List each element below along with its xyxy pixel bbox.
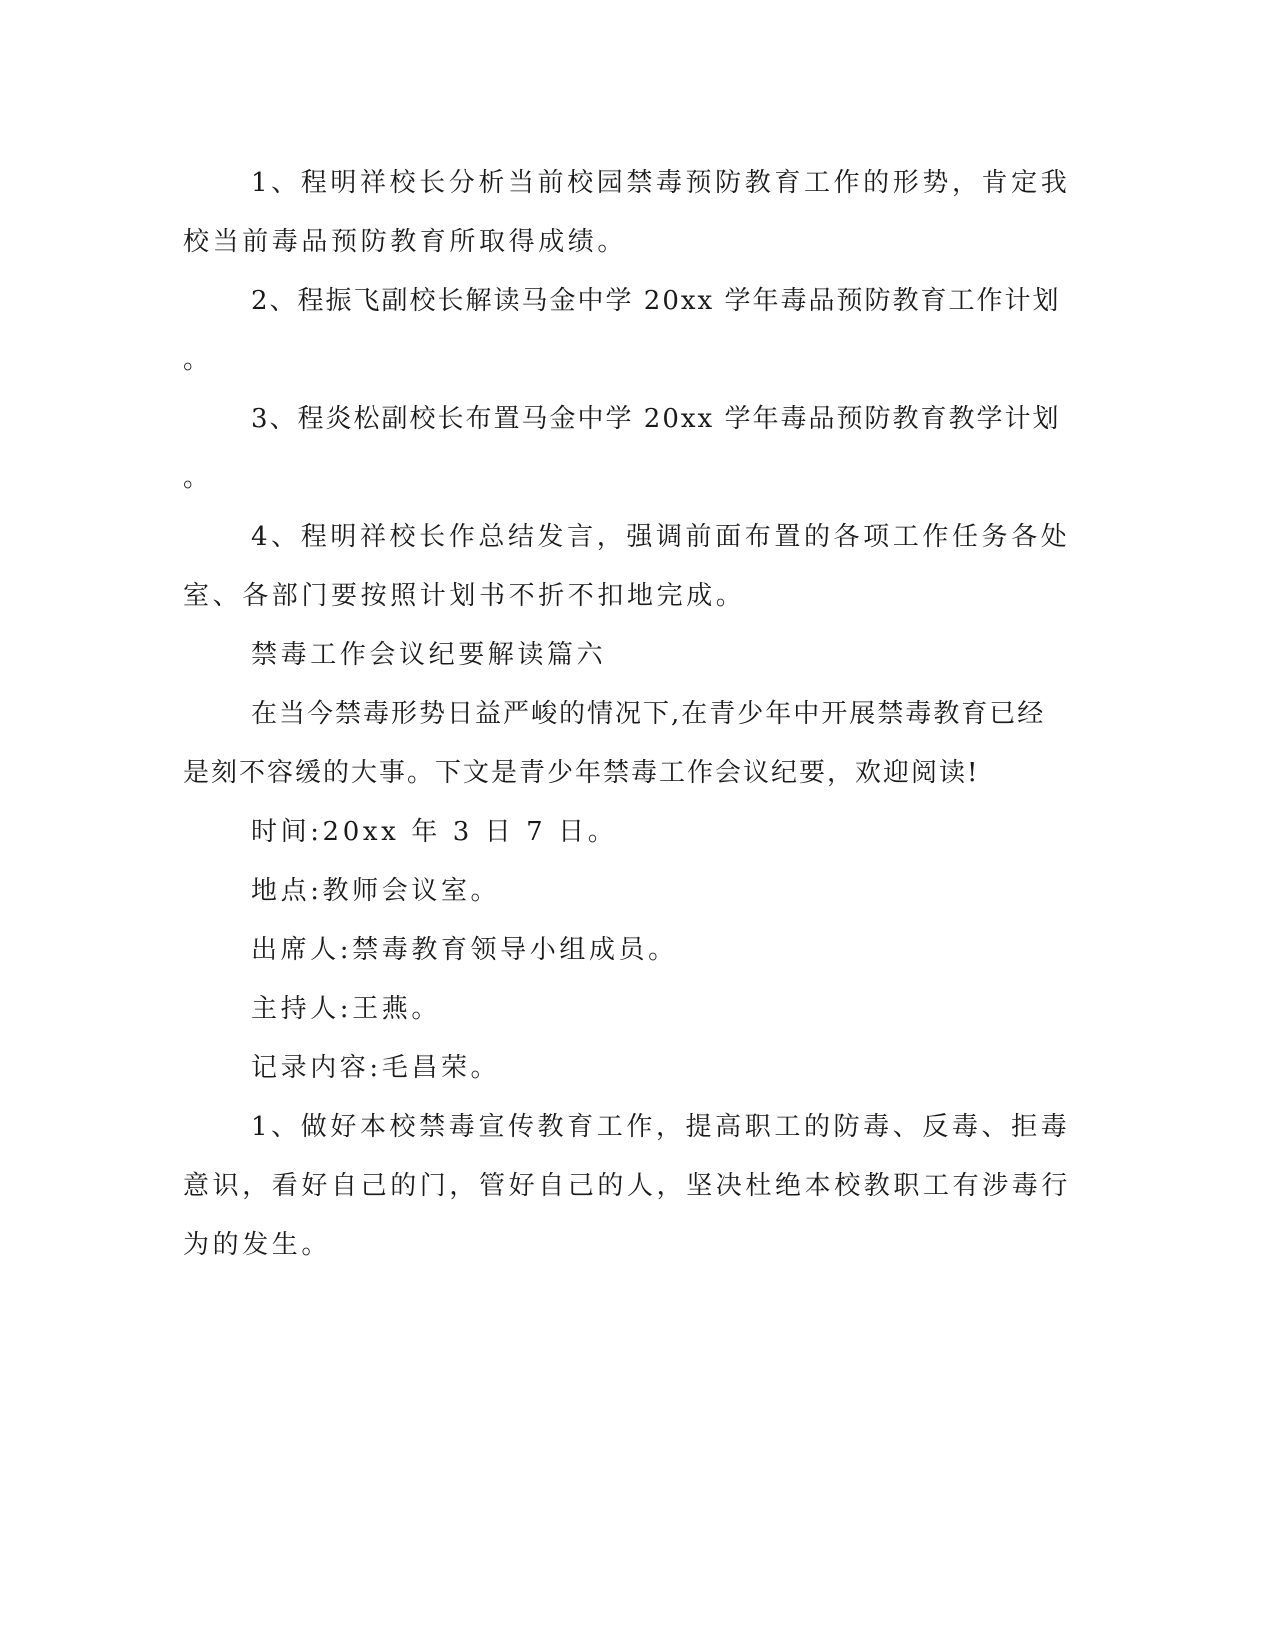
meeting-recorder: 记录内容:毛昌荣。	[251, 1053, 501, 1083]
paragraph-line: 校当前毒品预防教育所取得成绩。	[183, 227, 628, 257]
paragraph-line: 1、做好本校禁毒宣传教育工作，提高职工的防毒、反毒、拒毒	[251, 1112, 1071, 1142]
meeting-host: 主持人:王燕。	[251, 994, 441, 1024]
paragraph-line: 3、程炎松副校长布置马金中学 20xx 学年毒品预防教育教学计划	[251, 404, 1061, 434]
meeting-time: 时间:20xx 年 3 日 7 日。	[251, 817, 618, 847]
paragraph-line: 意识，看好自己的门，管好自己的人，坚决杜绝本校教职工有涉毒行	[183, 1171, 1072, 1201]
paragraph-line: 。	[183, 345, 213, 375]
paragraph-line: 是刻不容缓的大事。下文是青少年禁毒工作会议纪要，欢迎阅读!	[183, 758, 980, 788]
section-heading: 禁毒工作会议纪要解读篇六	[251, 640, 607, 670]
paragraph-line: 4、程明祥校长作总结发言，强调前面布置的各项工作任务各处	[251, 522, 1071, 552]
paragraph-line: 为的发生。	[183, 1230, 332, 1260]
paragraph-line: 2、程振飞副校长解读马金中学 20xx 学年毒品预防教育工作计划	[251, 286, 1061, 316]
document-body	[183, 158, 1072, 1279]
paragraph-line: 1、程明祥校长分析当前校园禁毒预防教育工作的形势，肯定我	[251, 168, 1071, 198]
meeting-location: 地点:教师会议室。	[251, 876, 501, 906]
paragraph-line: 。	[183, 463, 213, 493]
meeting-attendees: 出席人:禁毒教育领导小组成员。	[251, 935, 678, 965]
paragraph-line: 室、各部门要按照计划书不折不扣地完成。	[183, 581, 746, 611]
paragraph-line: 在当今禁毒形势日益严峻的情况下,在青少年中开展禁毒教育已经	[251, 699, 1046, 729]
